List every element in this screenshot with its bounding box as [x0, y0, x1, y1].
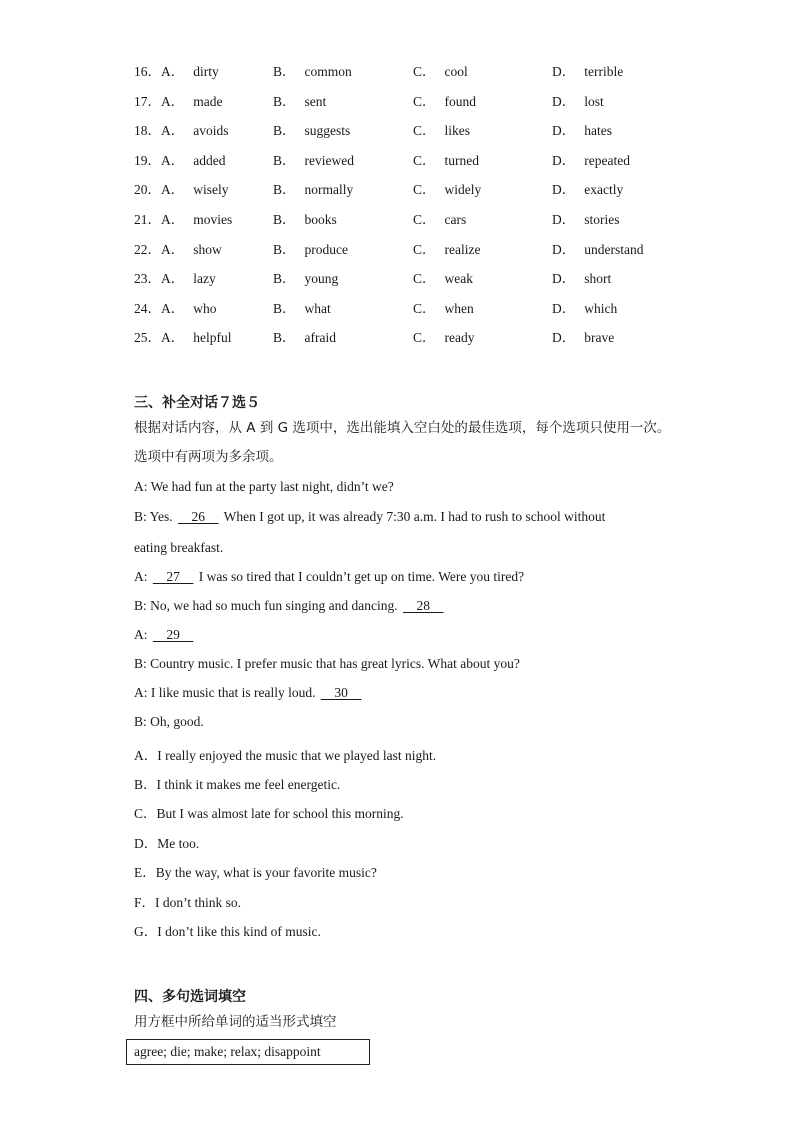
option-letter: C．	[413, 300, 436, 316]
option-letter: B．	[273, 93, 296, 109]
option-d	[552, 119, 612, 143]
option-letter: A．	[161, 211, 185, 227]
option-word: normally	[304, 182, 354, 198]
option-word: ready	[444, 330, 475, 346]
option-word: common	[304, 64, 352, 79]
option-letter: D．	[552, 152, 576, 168]
question-number: 17．	[134, 93, 161, 109]
option-letter: C．	[413, 123, 436, 139]
option-letter: D．	[552, 330, 576, 346]
option-c	[413, 267, 473, 291]
option-letter: C．	[413, 64, 436, 79]
option-row	[134, 60, 694, 90]
option-word: sent	[304, 93, 327, 109]
option-d	[552, 178, 623, 202]
option-d	[552, 208, 620, 232]
dialogue-text: A: I like music that is really loud.	[134, 685, 316, 700]
dialogue-line: B: Country music. I prefer music that has great lyrics. What about you?	[134, 656, 520, 671]
option-row	[134, 208, 694, 238]
option-letter: B．	[273, 330, 296, 346]
option-word: weak	[444, 271, 473, 287]
option-word: realize	[444, 241, 481, 257]
dialogue-text: When I got up, it was already 7:30 a.m. I had to rush to school without	[223, 509, 606, 524]
option-row	[134, 149, 694, 179]
option-letter: D．	[552, 182, 576, 198]
question-number: 16．	[134, 64, 161, 79]
option-letter: D．	[552, 123, 576, 139]
option-letter: B．	[273, 271, 296, 287]
option-b	[273, 178, 353, 202]
choice-item: C．But I was almost late for school this morning.	[134, 806, 404, 821]
blank-number: 26	[191, 509, 206, 524]
option-d	[552, 60, 623, 84]
option-a	[134, 178, 229, 202]
option-row	[134, 267, 694, 297]
option-letter: B．	[273, 211, 296, 227]
option-c	[413, 326, 475, 350]
blank-number: 30	[334, 685, 348, 700]
option-d	[552, 267, 611, 291]
option-c	[413, 297, 474, 321]
option-a	[134, 326, 232, 350]
option-word: wisely	[193, 182, 229, 198]
blank-number: 27	[166, 569, 180, 584]
option-c	[413, 208, 466, 232]
option-letter: C．	[413, 241, 436, 257]
dialogue-line	[134, 598, 445, 614]
option-row	[134, 326, 694, 356]
option-word: stories	[584, 211, 620, 227]
answer-blank-29[interactable]	[151, 627, 196, 643]
option-b	[273, 238, 348, 262]
question-number: 20．	[134, 182, 161, 198]
option-letter: D．	[552, 64, 576, 79]
option-letter: C．	[413, 182, 436, 198]
option-c	[413, 119, 470, 143]
option-word: widely	[444, 182, 482, 198]
option-word: added	[193, 152, 226, 168]
question-number: 22．	[134, 241, 161, 257]
option-word: brave	[584, 330, 615, 346]
dialogue-text: A:	[134, 627, 148, 642]
option-row	[134, 297, 694, 327]
option-word: hates	[584, 123, 612, 139]
option-d	[552, 238, 643, 262]
dialogue-text: B: No, we had so much fun singing and dancing.	[134, 598, 398, 613]
option-letter: D．	[552, 300, 576, 316]
option-word: exactly	[584, 182, 624, 198]
option-letter: B．	[273, 152, 296, 168]
option-letter: C．	[413, 93, 436, 109]
option-word: made	[193, 93, 223, 109]
option-d	[552, 326, 614, 350]
option-letter: A．	[161, 300, 185, 316]
question-number: 25．	[134, 330, 161, 346]
option-letter: D．	[552, 241, 576, 257]
option-letter: D．	[552, 93, 576, 109]
question-number: 21．	[134, 211, 161, 227]
option-letter: A．	[161, 123, 185, 139]
choice-item: F．I don’t think so.	[134, 895, 242, 910]
section4-instruction: 用方框中所给单词的适当形式填空	[134, 1014, 337, 1030]
answer-blank-30[interactable]	[319, 685, 364, 701]
option-letter: A．	[161, 152, 185, 168]
option-d	[552, 149, 630, 173]
blank-number: 28	[416, 598, 430, 613]
option-word: short	[584, 271, 612, 287]
option-letter: A．	[161, 182, 185, 198]
option-letter: D．	[552, 211, 576, 227]
word-box: agree; die; make; relax; disappoint	[126, 1039, 370, 1065]
option-word: when	[444, 300, 474, 316]
option-word: turned	[444, 152, 480, 168]
option-word: books	[304, 211, 337, 227]
option-row	[134, 178, 694, 208]
option-letter: B．	[273, 123, 296, 139]
option-a	[134, 208, 232, 232]
option-word: lazy	[193, 271, 216, 287]
section4-heading: 四、多句选词填空	[134, 989, 246, 1005]
option-b	[273, 326, 336, 350]
dialogue-line: eating breakfast.	[134, 540, 224, 555]
section3-instruction: 根据对话内容，从 A 到 G 选项中，选出能填入空白处的最佳选项，每个选项只使用一次。选项中有两项为多余项。	[134, 420, 671, 465]
question-number: 19．	[134, 152, 161, 168]
answer-blank-28[interactable]	[401, 598, 446, 614]
option-a	[134, 149, 225, 173]
option-a	[134, 238, 222, 262]
option-word: helpful	[193, 330, 232, 346]
option-word: what	[304, 300, 331, 316]
option-letter: C．	[413, 330, 436, 346]
dialogue-line	[134, 685, 363, 701]
option-letter: A．	[161, 241, 185, 257]
option-letter: C．	[413, 211, 436, 227]
option-letter: A．	[161, 271, 185, 287]
option-word: cars	[444, 211, 467, 227]
option-letter: A．	[161, 330, 185, 346]
option-word: repeated	[584, 152, 630, 168]
dialogue-line	[134, 569, 524, 585]
dialogue-line	[134, 627, 195, 643]
option-a	[134, 297, 217, 321]
option-letter: B．	[273, 182, 296, 198]
option-b	[273, 149, 354, 173]
option-word: movies	[193, 211, 233, 227]
choice-item: D．Me too.	[134, 836, 200, 851]
option-b	[273, 119, 350, 143]
option-b	[273, 60, 352, 84]
answer-blank-27[interactable]	[151, 569, 196, 585]
dialogue-text: I was so tired that I couldn’t get up on time. Were you tired?	[198, 569, 525, 584]
option-word: dirty	[193, 64, 219, 79]
option-row	[134, 119, 694, 149]
option-word: who	[193, 300, 217, 316]
option-word: understand	[584, 241, 644, 257]
option-c	[413, 238, 480, 262]
answer-blank-26[interactable]	[176, 509, 221, 525]
option-letter: B．	[273, 241, 296, 257]
option-word: found	[444, 93, 477, 109]
option-a	[134, 267, 216, 291]
option-word: afraid	[304, 330, 336, 346]
option-letter: C．	[413, 152, 436, 168]
option-word: avoids	[193, 123, 229, 139]
option-word: show	[193, 241, 222, 257]
option-c	[413, 149, 479, 173]
option-letter: C．	[413, 271, 436, 287]
option-d	[552, 90, 604, 114]
section3-heading: 三、补全对话７选５	[134, 395, 260, 411]
dialogue-text: B: Yes.	[134, 509, 173, 524]
question-number: 23．	[134, 271, 161, 287]
dialogue-line: A: We had fun at the party last night, didn’t we?	[134, 479, 394, 494]
choice-item: G．I don’t like this kind of music.	[134, 924, 321, 939]
option-c	[413, 60, 468, 84]
option-row	[134, 238, 694, 268]
option-row	[134, 90, 694, 120]
option-letter: A．	[161, 93, 185, 109]
blank-number: 29	[166, 627, 180, 642]
dialogue-line	[134, 509, 605, 525]
question-number: 24．	[134, 300, 161, 316]
option-b	[273, 208, 337, 232]
option-a	[134, 90, 223, 114]
dialogue-line: B: Oh, good.	[134, 714, 204, 729]
option-word: likes	[444, 123, 471, 139]
option-c	[413, 90, 476, 114]
option-word: suggests	[304, 123, 351, 139]
option-word: reviewed	[304, 152, 354, 168]
choice-item: B．I think it makes me feel energetic.	[134, 777, 341, 792]
option-word: young	[304, 271, 339, 287]
option-c	[413, 178, 481, 202]
option-letter: B．	[273, 300, 296, 316]
option-a	[134, 119, 229, 143]
option-word: lost	[584, 93, 604, 109]
option-word: terrible	[584, 64, 624, 79]
option-word: cool	[444, 64, 468, 79]
option-d	[552, 297, 617, 321]
option-a	[134, 60, 219, 84]
question-number: 18．	[134, 123, 161, 139]
option-letter: A．	[161, 64, 185, 79]
option-b	[273, 90, 326, 114]
option-word: produce	[304, 241, 348, 257]
answer-options-grid	[134, 60, 694, 356]
option-letter: B．	[273, 64, 296, 79]
choice-item: A．I really enjoyed the music that we played last night.	[134, 748, 437, 763]
choice-item: E．By the way, what is your favorite music?	[134, 865, 377, 880]
option-b	[273, 267, 338, 291]
dialogue-text: A:	[134, 569, 148, 584]
option-b	[273, 297, 331, 321]
option-word: which	[584, 300, 618, 316]
option-letter: D．	[552, 271, 576, 287]
